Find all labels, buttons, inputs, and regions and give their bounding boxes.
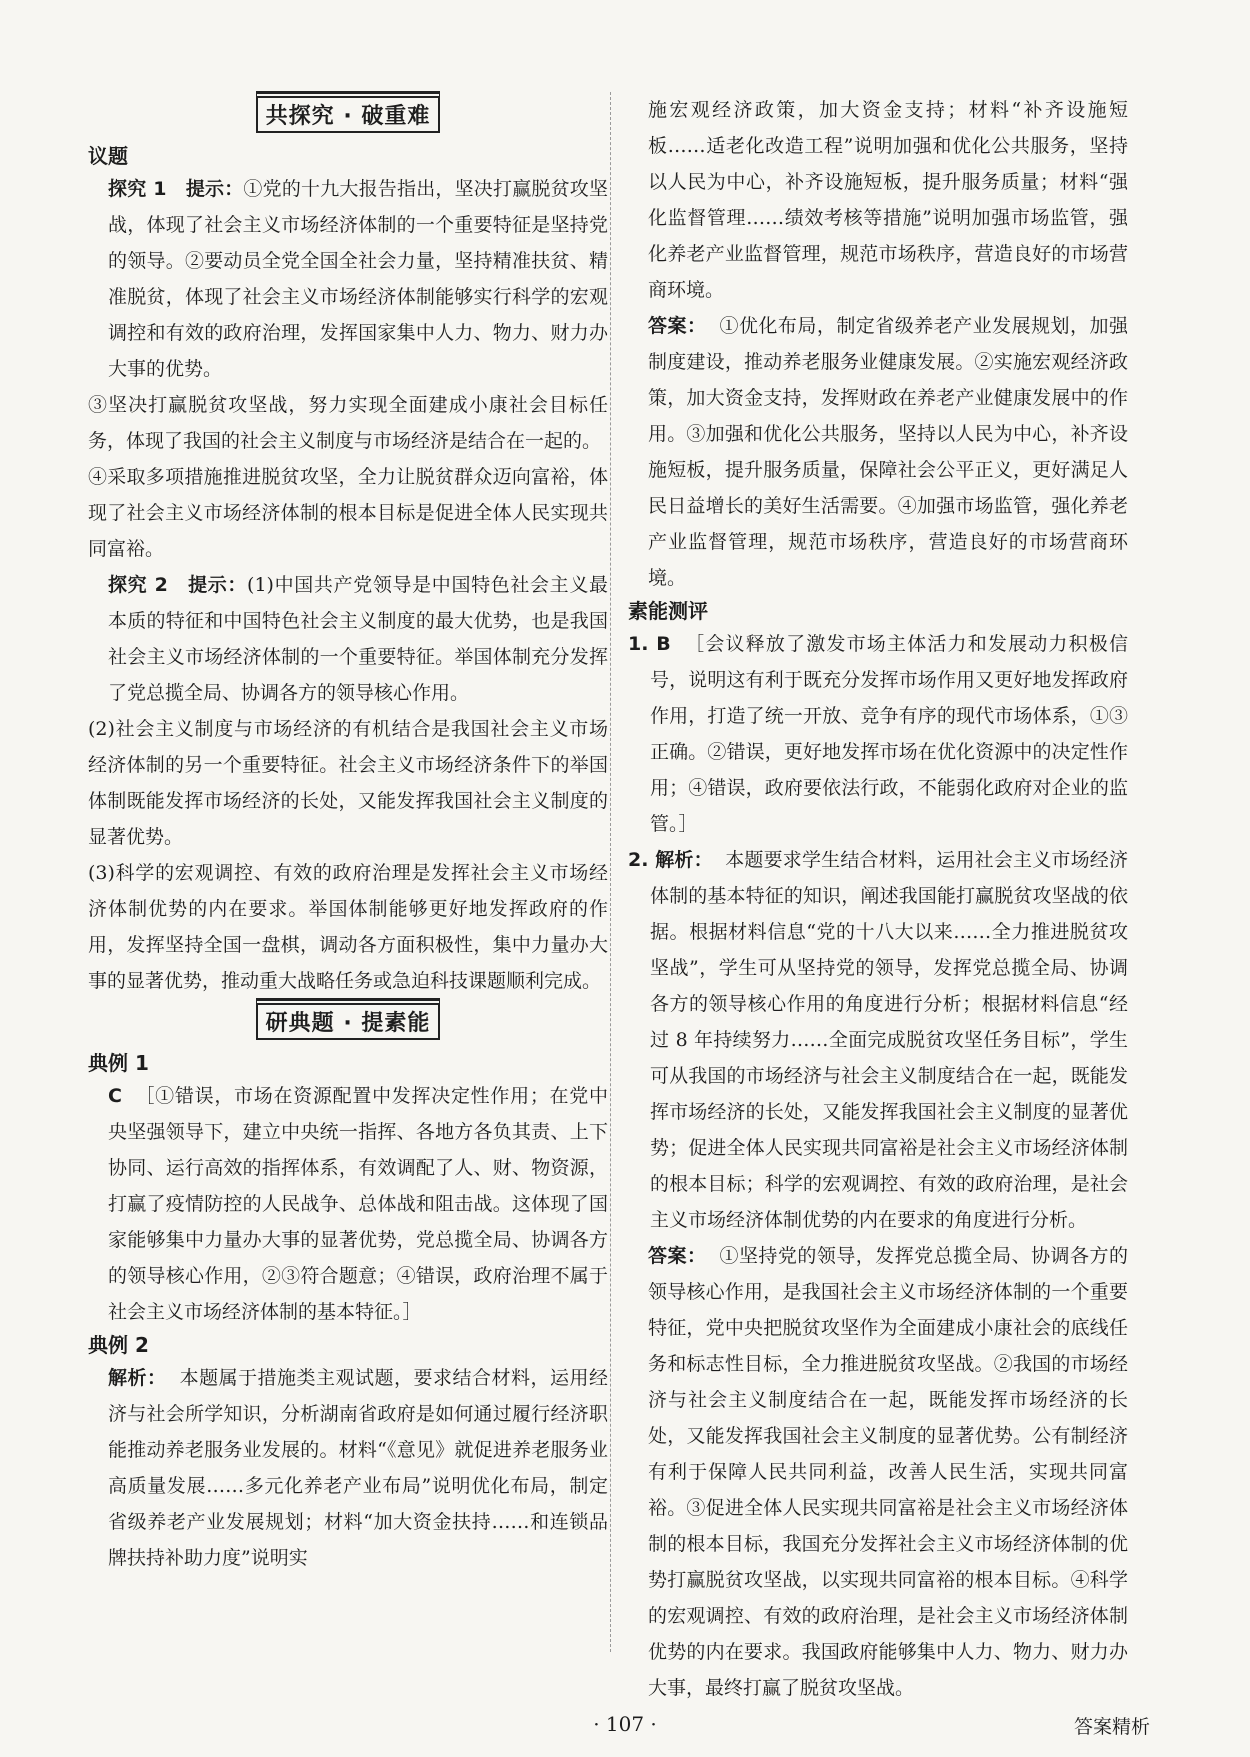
explore-1-para-2: ③坚决打赢脱贫攻坚战，努力实现全面建成小康社会目标任务，体现了我国的社会主义制度与市场经济是结合在一起的。 [88,394,608,452]
example-2-continued: 施宏观经济政策，加大资金支持；材料“补齐设施短板……适老化改造工程”说明加强和优化公共服务，坚持以人民为中心，补齐设施短板，提升服务质量；材料“强化监督管理……绩效考核等措施”说明加强市场监管，强化养老产业监督管理，规范市场秩序，营造良好的市场营商环境。 [648,99,1128,301]
section-heading-typical: 研典题 · 提素能 [256,1003,441,1040]
question-2-number: 2. 解析： [628,849,713,871]
answer-1-text: ①优化布局，制定省级养老产业发展规划，加强制度建设，推动养老服务业健康发展。②实施宏观经济政策，加大资金支持，发挥财政在养老产业健康发展中的作用。③加强和优化公共服务，坚持以人民为中心，补齐设施短板，提升服务质量，保障社会公平正义，更好满足人民日益增长的美好生活需要。④加强市场监管，强化养老产业监督管理，规范市场秩序，营造良好的市场营商环境。 [648,315,1128,589]
explore-2-para-2: (2)社会主义制度与市场经济的有机结合是我国社会主义市场经济体制的另一个重要特征。社会主义市场经济条件下的举国体制既能发挥市场经济的长处，又能发挥我国社会主义制度的显著优势。 [88,718,608,848]
example-2-para [88,1360,608,1576]
explore-2-text-1: (1)中国共产党领导是中国特色社会主义最本质的特征和中国特色社会主义制度的最大优势，也是我国社会主义市场经济体制的一个重要特征。举国体制充分发挥了党总揽全局、协调各方的领导核心作用。 [108,574,608,704]
page-number: · 107 · [593,1712,657,1736]
example-1-para [88,1078,608,1330]
left-column [88,92,608,1576]
question-2-para [628,842,1128,1238]
right-column [628,92,1128,1706]
question-1-number: 1. B [628,633,671,655]
explore-1-para-3: ④采取多项措施推进脱贫攻坚，全力让脱贫群众迈向富裕，体现了社会主义市场经济体制的根本目标是促进全体人民实现共同富裕。 [88,466,608,560]
column-divider [610,92,611,1652]
explore-2-para-1 [88,567,608,711]
question-1-text: ［会议释放了激发市场主体活力和发展动力积极信号，说明这有利于既充分发挥市场作用又更好地发挥政府作用，打造了统一开放、竞争有序的现代市场体系，①③正确。②错误，更好地发挥市场在优化资源中的决定性作用；④错误，政府要依法行政，不能弱化政府对企业的监管。］ [650,633,1128,835]
answer-1-para [628,308,1128,596]
explore-1-lead: 探究 1 提示： [108,178,244,200]
label-assessment: 素能测评 [628,599,708,623]
question-2-text: 本题要求学生结合材料，运用社会主义市场经济体制的基本特征的知识，阐述我国能打赢脱贫攻坚战的依据。根据材料信息“党的十八大以来……全力推进脱贫攻坚战”，学生可从坚持党的领导，发挥党总揽全局、协调各方的领导核心作用的角度进行分析；根据材料信息“经过 8 年持续努力……全面完成脱贫攻坚任务目标”，学生可从我国的市场经济与社会主义制度结合在一起，既能发挥市场经济的长处，又能发挥我国社会主义制度的显著优势；促进全体人民实现共同富裕是社会主义市场经济体制的根本目标；科学的宏观调控、有效的政府治理，是社会主义市场经济体制优势的内在要求的角度进行分析。 [650,849,1128,1231]
answer-2-text: ①坚持党的领导，发挥党总揽全局、协调各方的领导核心作用，是我国社会主义市场经济体制的一个重要特征，党中央把脱贫攻坚作为全面建成小康社会的底线任务和标志性目标，全力推进脱贫攻坚战。②我国的市场经济与社会主义制度结合在一起，既能发挥市场经济的长处，又能发挥我国社会主义制度的显著优势。公有制经济有利于保障人民共同利益，改善人民生活，实现共同富裕。③促进全体人民实现共同富裕是社会主义市场经济体制的根本目标，我国充分发挥社会主义市场经济体制的优势打赢脱贫攻坚战，以实现共同富裕的根本目标。④科学的宏观调控、有效的政府治理，是社会主义市场经济体制优势的内在要求。我国政府能够集中人力、物力、财力办大事，最终打赢了脱贫攻坚战。 [648,1245,1128,1699]
example-1-text: ［①错误，市场在资源配置中发挥决定性作用；在党中央坚强领导下，建立中央统一指挥、各地方各负其责、上下协同、运行高效的指挥体系，有效调配了人、财、物资源，打赢了疫情防控的人民战争、总体战和阻击战。这体现了国家能够集中力量办大事的显著优势，党总揽全局、协调各方的领导核心作用，②③符合题意；④错误，政府治理不属于社会主义市场经济体制的基本特征。］ [108,1085,608,1323]
answer-2-para [628,1238,1128,1706]
answer-2-lead: 答案： [648,1245,707,1267]
example-1-answer: C [108,1085,122,1107]
question-1-para [628,626,1128,842]
explore-1-text-1: ①党的十九大报告指出，坚决打赢脱贫攻坚战，体现了社会主义市场经济体制的一个重要特征是坚持党的领导。②要动员全党全国全社会力量，坚持精准扶贫、精准脱贫，体现了社会主义市场经济体制能够实行科学的宏观调控和有效的政府治理，发挥国家集中人力、物力、财力办大事的优势。 [108,178,608,380]
example-2-lead: 解析： [108,1367,167,1389]
footer-label: 答案精析 [1073,1716,1150,1738]
example-1-label: 典例 1 [88,1051,149,1075]
section-heading-explore: 共探究 · 破重难 [256,96,441,133]
label-topic: 议题 [88,144,128,168]
answer-1-lead: 答案： [648,315,707,337]
example-2-label: 典例 2 [88,1333,149,1357]
explore-1-para-1 [88,171,608,387]
explore-2-lead: 探究 2 提示： [108,574,248,596]
explore-2-para-3: (3)科学的宏观调控、有效的政府治理是发挥社会主义市场经济体制优势的内在要求。举国体制能够更好地发挥政府的作用，发挥坚持全国一盘棋，调动各方面积极性，集中力量办大事的显著优势，推动重大战略任务或急迫科技课题顺利完成。 [88,862,608,992]
example-2-text: 本题属于措施类主观试题，要求结合材料，运用经济与社会所学知识，分析湖南省政府是如何通过履行经济职能推动养老服务业发展的。材料“《意见》就促进养老服务业高质量发展……多元化养老产业布局”说明优化布局，制定省级养老产业发展规划；材料“加大资金扶持……和连锁品牌扶持补助力度”说明实 [108,1367,608,1569]
